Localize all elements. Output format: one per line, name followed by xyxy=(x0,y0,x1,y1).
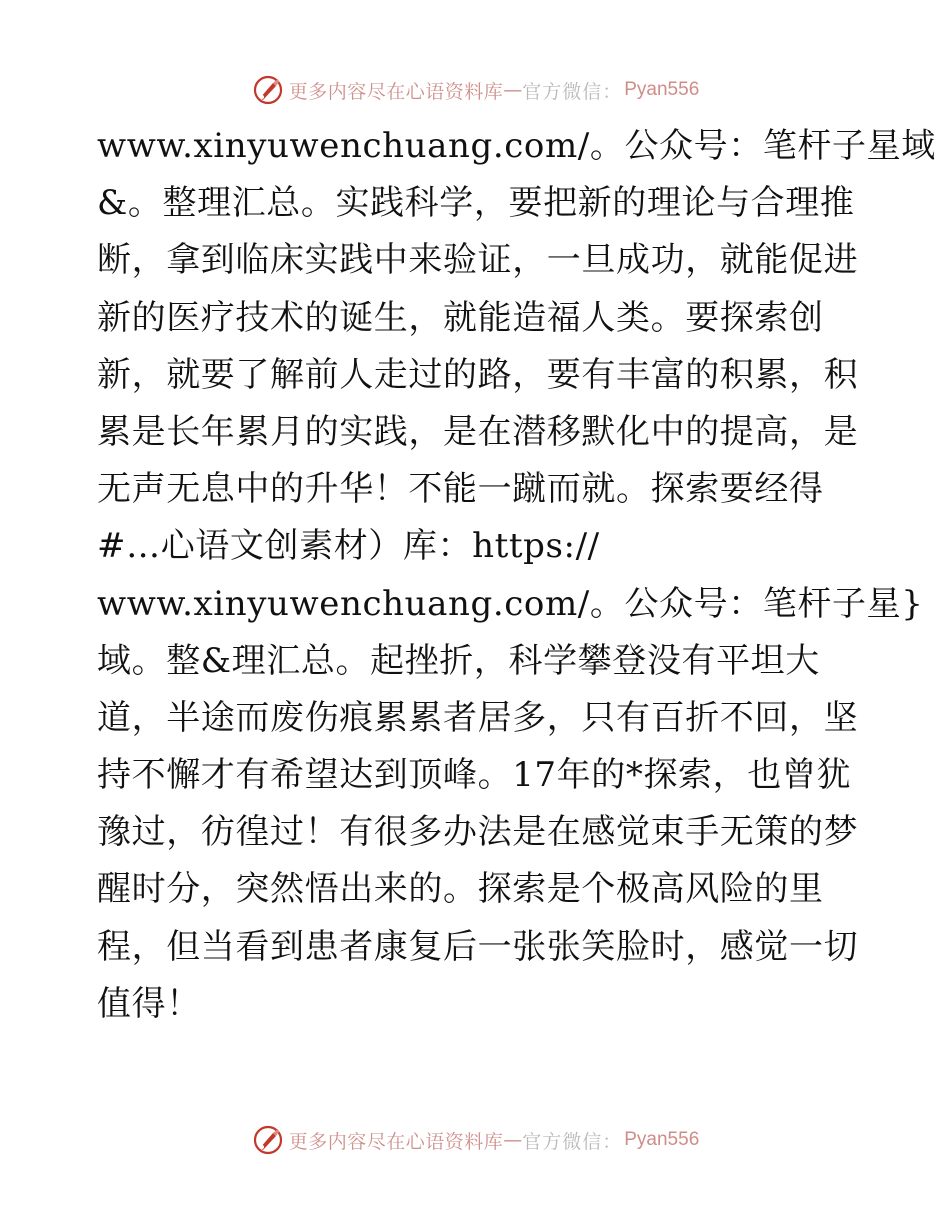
text-line: www.xinyuwenchuang.com/。公众号：笔杆子星域 xyxy=(97,126,936,166)
text-line: 值得！ xyxy=(97,983,201,1024)
text-line: 无声无息中的升华！不能一蹴而就。探索要经得 xyxy=(97,469,824,510)
text-line: 累是长年累月的实践，是在潜移默化中的提高，是 xyxy=(97,411,859,452)
text-line: 新的医疗技术的诞生，就能造福人类。要探索创 xyxy=(97,297,824,338)
text-line: 持不懈才有希望达到顶峰。17年的*探索，也曾犹 xyxy=(97,755,852,796)
banner-separator: — xyxy=(503,79,523,101)
quill-logo-icon xyxy=(251,73,285,107)
banner-separator: — xyxy=(503,1129,523,1151)
text-line: 豫过，彷徨过！有很多办法是在感觉束手无策的梦 xyxy=(97,812,859,853)
text-line: &。整理汇总。实践科学，要把新的理论与合理推 xyxy=(97,183,855,224)
banner-text: 更多内容尽在心语资料库 xyxy=(288,1130,504,1153)
text-line: www.xinyuwenchuang.com/。公众号：笔杆子星} xyxy=(97,583,924,624)
text-line: 新，就要了解前人走过的路，要有丰富的积累，积 xyxy=(97,354,859,395)
text-line: #…心语文创素材）库：https:// xyxy=(97,526,600,567)
footer-banner xyxy=(0,1120,950,1160)
body-text xyxy=(97,118,936,1033)
quill-logo-icon xyxy=(251,1123,285,1157)
text-line: 断，拿到临床实践中来验证，一旦成功，就能促进 xyxy=(97,240,859,281)
text-line: 道，半途而废伤痕累累者居多，只有百折不回，坚 xyxy=(97,697,859,738)
text-line: 醒时分，突然悟出来的。探索是个极高风险的里 xyxy=(97,869,824,910)
wechat-label: 官方微信： xyxy=(522,80,623,103)
text-line: 域。整&理汇总。起挫折，科学攀登没有平坦大 xyxy=(97,640,820,681)
header-banner xyxy=(0,70,950,110)
wechat-id: Pyan556 xyxy=(624,79,700,100)
wechat-label: 官方微信： xyxy=(522,1130,623,1153)
wechat-id: Pyan556 xyxy=(624,1129,700,1150)
text-line: 程，但当看到患者康复后一张张笑脸时，感觉一切 xyxy=(97,926,859,967)
banner-text: 更多内容尽在心语资料库 xyxy=(288,80,504,103)
